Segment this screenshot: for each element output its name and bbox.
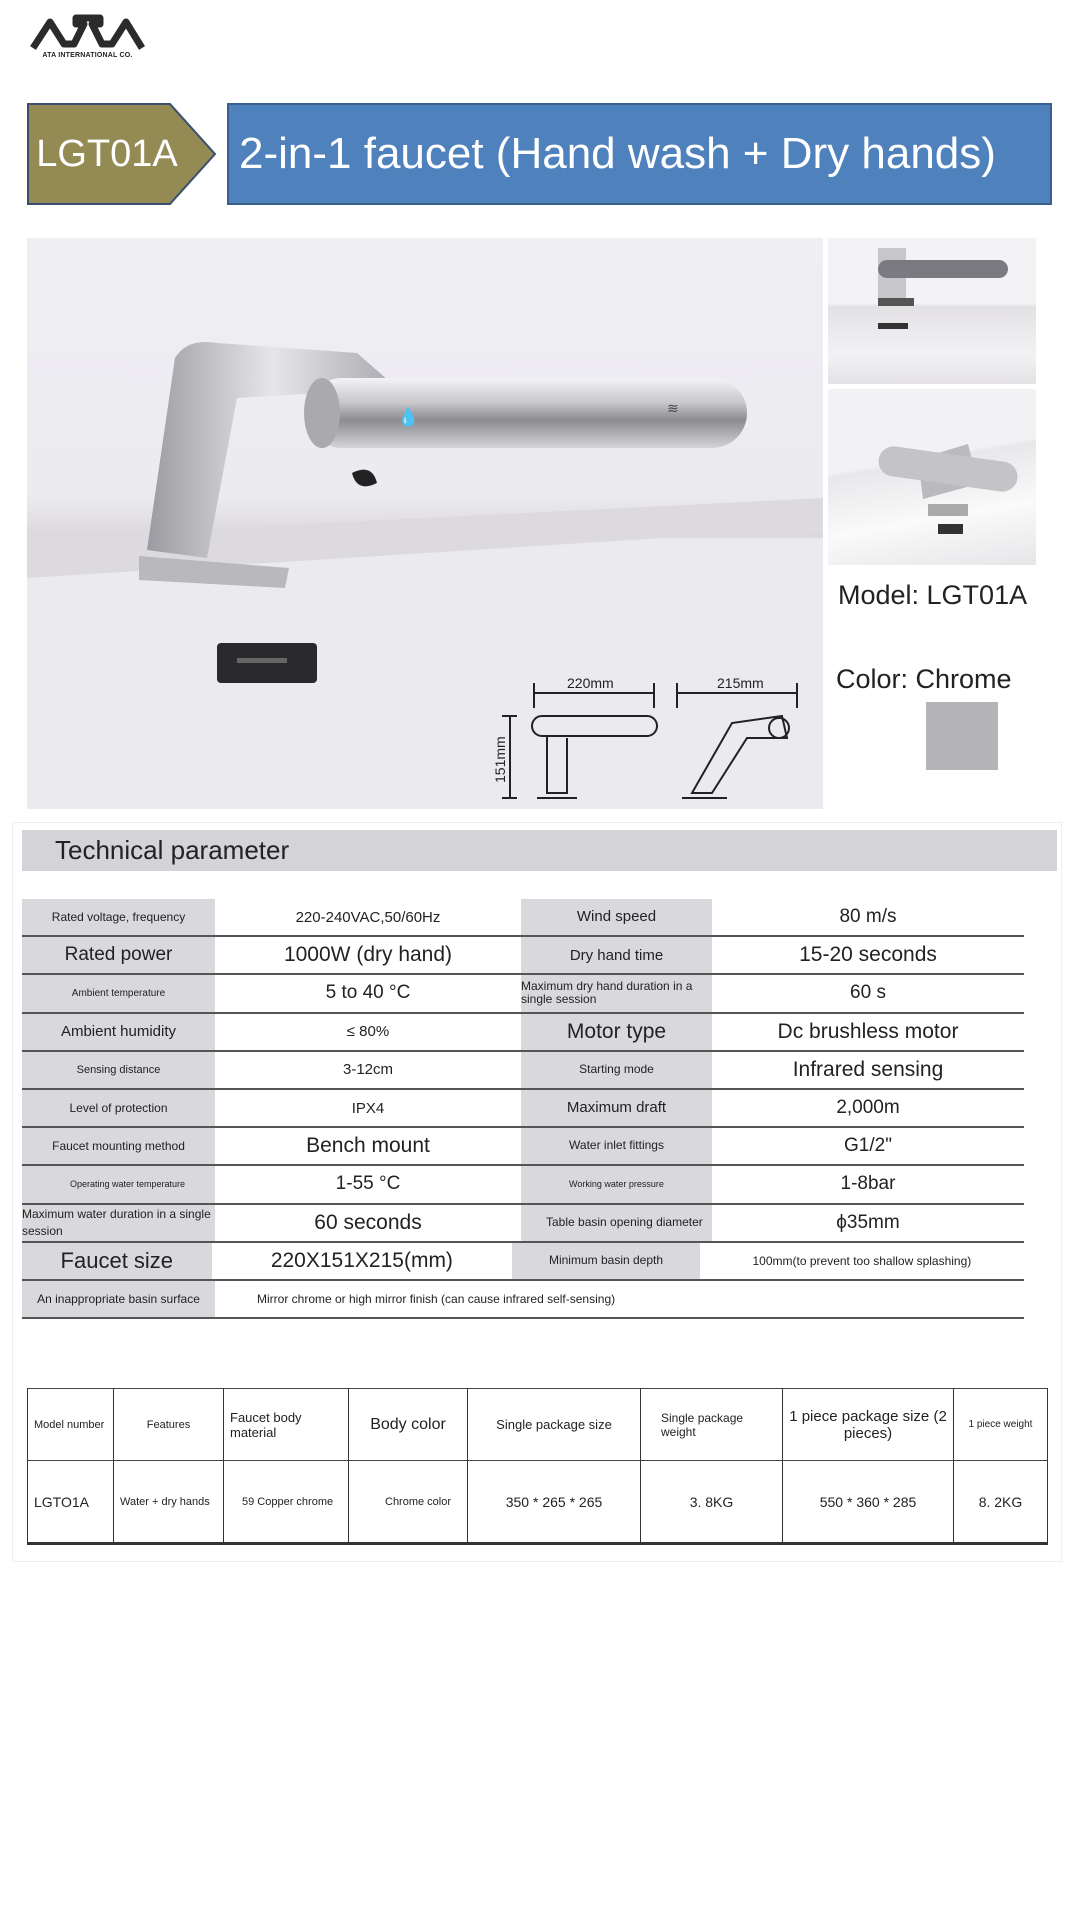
spec-label: Table basin opening diameter <box>521 1205 712 1241</box>
spec-value: 5 to 40 °C <box>325 982 411 1004</box>
tech-heading: Technical parameter <box>22 830 1057 871</box>
spec-label: Maximum water duration in a single session <box>22 1205 215 1241</box>
ata-logo-icon <box>30 14 145 52</box>
product-photo <box>27 238 823 809</box>
spec-value: 80 m/s <box>839 906 897 928</box>
spec-value: Mirror chrome or high mirror finish (can cause infrared self-sensing) <box>257 1291 616 1306</box>
faucet-illustration <box>27 238 823 809</box>
table-cell: 3. 8KG <box>641 1461 783 1544</box>
spec-label: Faucet mounting method <box>22 1128 215 1164</box>
model-tag-label: LGT01A <box>36 133 178 175</box>
spec-value: 3-12cm <box>342 1061 394 1079</box>
spec-value: Dc brushless motor <box>777 1019 959 1043</box>
company-logo <box>30 14 145 62</box>
spec-row <box>22 1205 1024 1243</box>
spec-value: 60 seconds <box>314 1210 422 1234</box>
spec-label: Maximum dry hand duration in a single session <box>521 975 712 1011</box>
spec-value: 1-55 °C <box>335 1173 401 1195</box>
column-header: Single package weight <box>641 1389 783 1461</box>
spec-label: Water inlet fittings <box>521 1128 712 1164</box>
spec-label: Working water pressure <box>521 1166 712 1202</box>
spec-row <box>22 899 1024 937</box>
column-header: Faucet body material <box>224 1389 349 1461</box>
spec-value: 15-20 seconds <box>799 943 937 967</box>
model-tag <box>27 103 217 205</box>
spec-value: 220-240VAC,50/60Hz <box>295 908 441 926</box>
column-header: 1 piece weight <box>954 1389 1048 1461</box>
spec-value: 100mm(to prevent too shallow splashing) <box>752 1253 972 1268</box>
column-header: Body color <box>349 1389 468 1461</box>
spec-row <box>22 975 1024 1013</box>
spec-label: Starting mode <box>521 1052 712 1088</box>
color-label: Color: Chrome <box>836 664 1012 694</box>
svg-text:≋: ≋ <box>667 400 679 416</box>
column-header: Features <box>114 1389 224 1461</box>
spec-label: Motor type <box>521 1014 712 1050</box>
spec-value: 60 s <box>850 982 886 1004</box>
spec-row <box>22 1281 1024 1319</box>
spec-label: Wind speed <box>521 899 712 935</box>
spec-row <box>22 1166 1024 1204</box>
spec-label: Rated power <box>22 937 215 973</box>
spec-value: Infrared sensing <box>792 1057 944 1081</box>
product-thumbnail-front <box>828 238 1036 384</box>
dimension-height: 151mm <box>492 736 508 783</box>
spec-label: Dry hand time <box>521 937 712 973</box>
spec-row <box>22 1243 1024 1281</box>
spec-row <box>22 1090 1024 1128</box>
table-cell: Water + dry hands <box>114 1461 224 1544</box>
spec-row <box>22 1052 1024 1090</box>
spec-value: IPX4 <box>351 1099 385 1117</box>
table-cell: LGTO1A <box>28 1461 114 1544</box>
table-cell: Chrome color <box>349 1461 468 1544</box>
package-header-row <box>28 1389 1048 1461</box>
spec-value: ≤ 80% <box>346 1023 390 1041</box>
spec-value: 2,000m <box>836 1097 900 1119</box>
spec-label: Sensing distance <box>22 1052 215 1088</box>
spec-value: Bench mount <box>306 1134 430 1158</box>
column-header: Single package size <box>468 1389 641 1461</box>
spec-label: Level of protection <box>22 1090 215 1126</box>
spec-row <box>22 1014 1024 1052</box>
table-cell: 59 Copper chrome <box>224 1461 349 1544</box>
spec-row <box>22 1128 1024 1166</box>
spec-value: 1-8bar <box>840 1173 896 1195</box>
model-label: Model: LGT01A <box>838 580 1028 610</box>
table-cell: 350 * 265 * 265 <box>468 1461 641 1544</box>
dimension-width: 220mm <box>567 675 614 691</box>
spec-label: Rated voltage, frequency <box>22 899 215 935</box>
spec-table <box>22 899 1024 1319</box>
spec-label: Operating water temperature <box>22 1166 215 1202</box>
color-swatch <box>926 702 998 770</box>
logo-subtitle: ATA INTERNATIONAL CO. <box>42 52 133 59</box>
page-title: 2-in-1 faucet (Hand wash + Dry hands) <box>227 103 1052 205</box>
table-cell: 550 * 360 * 285 <box>783 1461 954 1544</box>
spec-label: Maximum draft <box>521 1090 712 1126</box>
spec-row <box>22 937 1024 975</box>
spec-label: Ambient temperature <box>22 975 215 1011</box>
spec-label: An inappropriate basin surface <box>22 1281 215 1317</box>
package-table <box>27 1388 1048 1545</box>
column-header: Model number <box>28 1389 114 1461</box>
spec-value: ϕ35mm <box>836 1211 900 1233</box>
table-cell: 8. 2KG <box>954 1461 1048 1544</box>
spec-value: G1/2" <box>844 1135 892 1157</box>
spec-label: Minimum basin depth <box>512 1243 700 1279</box>
spec-value: 1000W (dry hand) <box>283 943 453 967</box>
spec-value: 220X151X215(mm) <box>270 1248 453 1272</box>
dimension-depth: 215mm <box>717 675 764 691</box>
svg-text:💧: 💧 <box>397 407 420 427</box>
spec-label: Faucet size <box>22 1243 212 1279</box>
column-header: 1 piece package size (2 pieces) <box>783 1389 954 1461</box>
spec-label: Ambient humidity <box>22 1014 215 1050</box>
product-thumbnail-angle <box>828 389 1036 565</box>
package-row <box>28 1461 1048 1544</box>
